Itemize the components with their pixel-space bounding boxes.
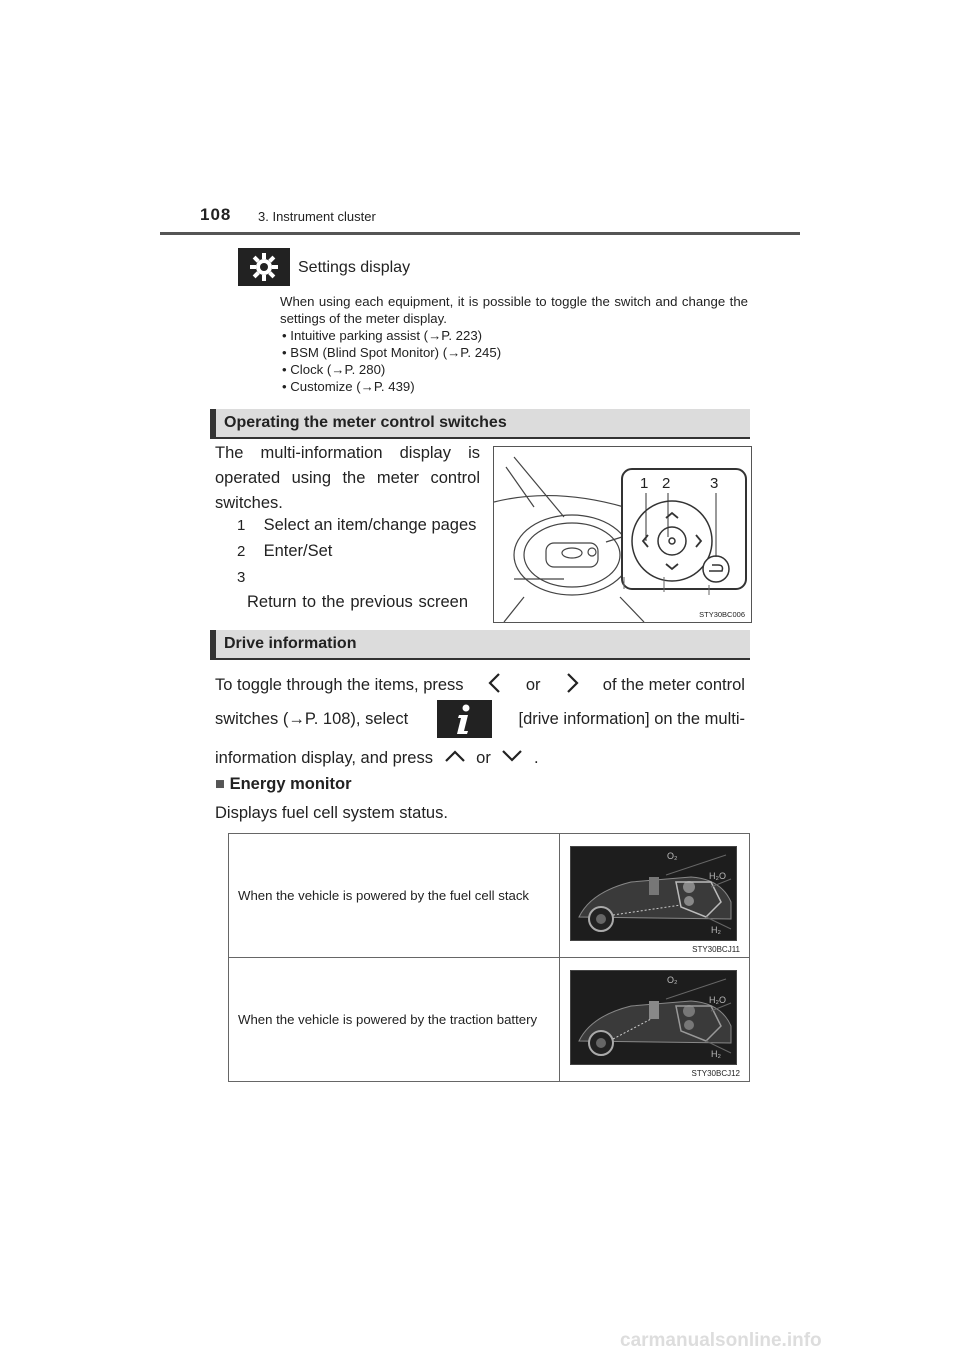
energy-monitor-table	[228, 833, 750, 1082]
drive-info-line-2: switches (→P. 108), select	[215, 710, 409, 728]
label-h2o: H₂O	[709, 870, 726, 881]
bullet-item: • BSM (Blind Spot Monitor) (→P. 245)	[282, 345, 502, 360]
chevron-right-icon	[563, 672, 581, 699]
label-o2: O₂	[667, 850, 678, 861]
list-item: 1 Select an item/change pages	[237, 516, 477, 534]
settings-description: When using each equipment, it is possible to toggle the switch and change the settings of the meter display.	[280, 294, 748, 326]
callout-1: 1	[640, 475, 649, 492]
label-o2: O₂	[667, 974, 678, 985]
list-item: 3 Return to the previous screen	[237, 569, 468, 611]
section-heading-drive-information: Drive information	[210, 630, 750, 658]
steering-wheel-illustration	[493, 446, 752, 623]
energy-monitor-screen-fuel-cell	[570, 846, 737, 941]
chevron-up-icon	[444, 748, 466, 769]
image-code: STY30BC006	[699, 610, 745, 619]
label-h2: H₂	[711, 1048, 721, 1059]
chevron-down-icon	[501, 748, 523, 769]
energy-monitor-description: Displays fuel cell system status.	[215, 804, 448, 822]
gear-icon	[238, 248, 290, 286]
settings-display-title: Settings display	[298, 259, 411, 276]
drive-info-line-3: information display, and press or .	[215, 748, 745, 769]
page-number: 108	[200, 205, 232, 224]
energy-monitor-screen-battery	[570, 970, 737, 1065]
bullet-item: • Customize (→P. 439)	[282, 379, 415, 394]
label-h2: H₂	[711, 924, 721, 935]
image-code: STY30BCJ11	[692, 944, 740, 954]
label-h2o: H₂O	[709, 994, 726, 1005]
table-cell-text: When the vehicle is powered by the fuel cell stack	[229, 834, 560, 958]
bullet-item: • Clock (→P. 280)	[282, 362, 386, 377]
drive-info-line-1: To toggle through the items, press or of the meter control	[215, 672, 745, 699]
energy-monitor-heading: ■ Energy monitor	[215, 775, 352, 793]
table-cell-image	[560, 958, 750, 1082]
info-icon	[437, 700, 492, 738]
callout-3: 3	[710, 475, 719, 492]
drive-info-line-2b: [drive information] on the multi-	[518, 710, 745, 728]
header-rule	[160, 232, 800, 235]
table-cell-text: When the vehicle is powered by the traction battery	[229, 958, 560, 1082]
chapter-title: 3. Instrument cluster	[258, 209, 376, 224]
section-heading-meter-switches: Operating the meter control switches	[210, 409, 750, 437]
callout-2: 2	[662, 475, 671, 492]
table-row	[229, 834, 750, 958]
watermark: carmanualsonline.info	[620, 1330, 822, 1351]
list-item: 2 Enter/Set	[237, 542, 333, 560]
meter-switch-intro: The multi-information display is operated using the meter control switches.	[215, 444, 480, 512]
table-cell-image	[560, 834, 750, 958]
bullet-item: • Intuitive parking assist (→P. 223)	[282, 328, 483, 343]
chevron-left-icon	[486, 672, 504, 699]
table-row	[229, 958, 750, 1082]
image-code: STY30BCJ12	[691, 1068, 740, 1078]
